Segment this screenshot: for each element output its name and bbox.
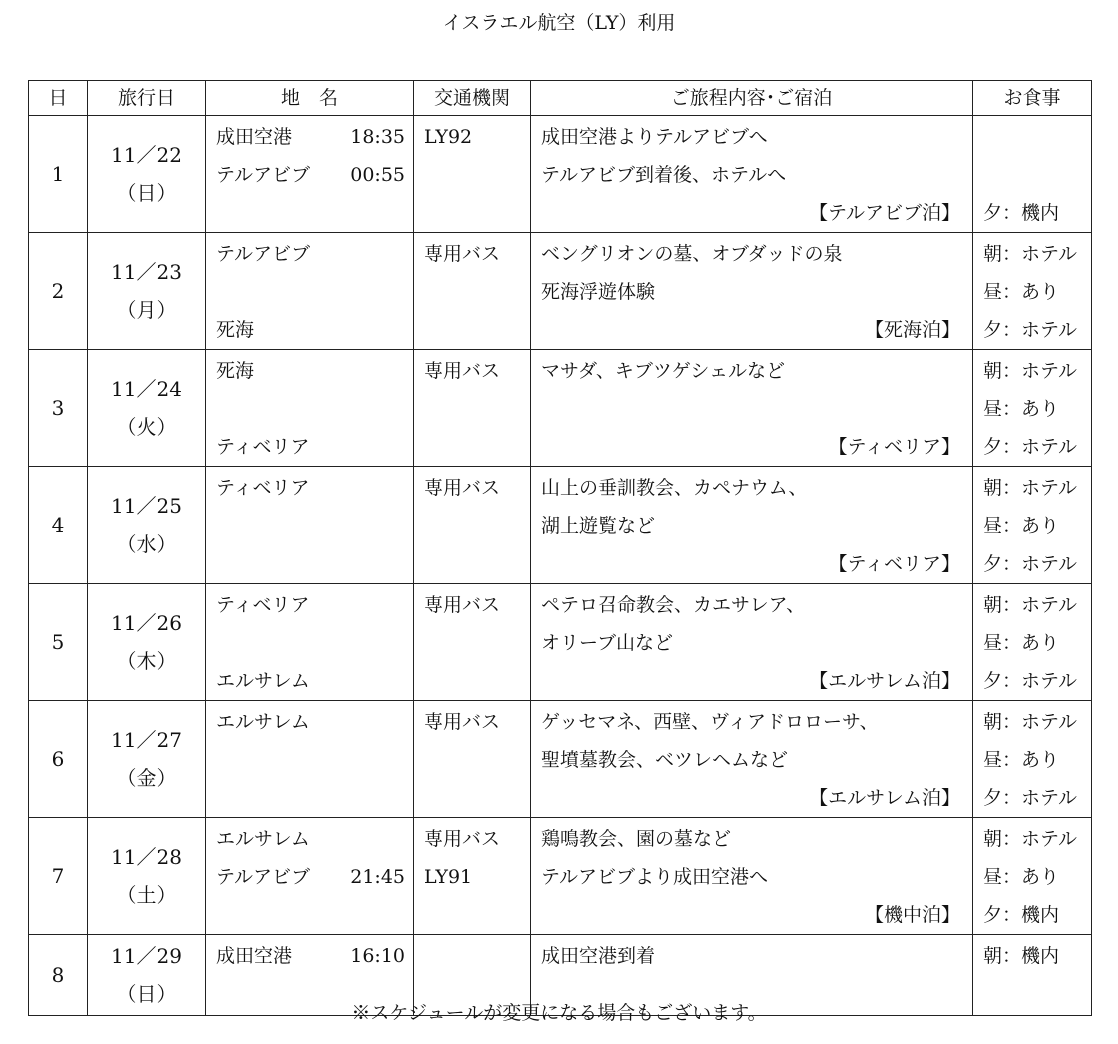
place-name: 死海 xyxy=(216,319,255,341)
travel-date-cell xyxy=(88,116,206,233)
itinerary-text: ベングリオンの墓、オブダッドの泉 xyxy=(541,243,843,265)
meal-entry: 昼：あり xyxy=(983,398,1060,420)
table-row xyxy=(29,584,1092,701)
travel-date-cell xyxy=(88,233,206,350)
place-name: ティベリア xyxy=(216,477,310,499)
place-name: エルサレム xyxy=(216,670,310,692)
transport-mode: 専用バス xyxy=(424,828,501,850)
table-row xyxy=(29,233,1092,350)
itinerary-text: ペテロ召命教会、カエサレア、 xyxy=(541,594,806,616)
place-time: 00:55 xyxy=(350,164,405,186)
itinerary-text: 成田空港よりテルアビブへ xyxy=(541,126,768,148)
itinerary-text: 聖墳墓教会、ベツレヘムなど xyxy=(541,749,789,771)
itinerary-cell xyxy=(531,584,973,701)
place-cell xyxy=(206,584,414,701)
meal-entry: 昼：あり xyxy=(983,866,1060,888)
table-row xyxy=(29,350,1092,467)
transport-cell xyxy=(414,584,531,701)
meals-cell xyxy=(973,350,1092,467)
weekday: （日） xyxy=(116,181,177,205)
meals-cell xyxy=(973,701,1092,818)
meal-entry: 昼：あり xyxy=(983,281,1060,303)
itinerary-cell xyxy=(531,701,973,818)
place-name: 成田空港 xyxy=(216,126,293,148)
itinerary-text: オリーブ山など xyxy=(541,632,674,654)
travel-date: 11／29 xyxy=(111,944,182,968)
travel-date-cell xyxy=(88,467,206,584)
travel-date-cell xyxy=(88,584,206,701)
transport-cell xyxy=(414,116,531,233)
place-name: 死海 xyxy=(216,360,255,382)
transport-cell xyxy=(414,701,531,818)
header-day: 日 xyxy=(29,81,88,116)
place-cell xyxy=(206,116,414,233)
meal-entry: 昼：あり xyxy=(983,749,1060,771)
header-meals: お食事 xyxy=(973,81,1092,116)
travel-date: 11／23 xyxy=(111,260,182,284)
meals-cell xyxy=(973,116,1092,233)
itinerary-text: テルアビブより成田空港へ xyxy=(541,866,769,888)
meal-entry: 夕：ホテル xyxy=(983,670,1078,692)
weekday: （水） xyxy=(116,532,177,556)
weekday: （金） xyxy=(116,766,177,790)
table-row xyxy=(29,116,1092,233)
meals-cell xyxy=(973,818,1092,935)
meal-entry: 朝：ホテル xyxy=(983,711,1078,733)
itinerary-text: 成田空港到着 xyxy=(541,945,656,967)
travel-date: 11／28 xyxy=(111,845,182,869)
footer-note: ※スケジュールが変更になる場合もございます。 xyxy=(351,1002,767,1024)
lodging-label: 【ティベリア】 xyxy=(828,553,960,575)
place-name: 成田空港 xyxy=(216,945,293,967)
lodging-label: 【エルサレム泊】 xyxy=(809,787,960,809)
place-time: 18:35 xyxy=(350,126,405,148)
transport-cell xyxy=(414,818,531,935)
place-name: テルアビブ xyxy=(216,243,311,265)
travel-date-cell xyxy=(88,350,206,467)
table-row xyxy=(29,467,1092,584)
meals-cell xyxy=(973,467,1092,584)
place-name: エルサレム xyxy=(216,828,310,850)
travel-date-cell xyxy=(88,701,206,818)
travel-date: 11／24 xyxy=(111,377,182,401)
weekday: （土） xyxy=(116,883,177,907)
lodging-label: 【テルアビブ泊】 xyxy=(808,202,960,224)
travel-date: 11／27 xyxy=(111,728,182,752)
meal-entry: 夕：ホテル xyxy=(983,436,1078,458)
header-itinerary: ご旅程内容･ご宿泊 xyxy=(531,81,973,116)
place-cell xyxy=(206,467,414,584)
itinerary-table xyxy=(28,80,1092,1016)
place-name: ティベリア xyxy=(216,594,310,616)
itinerary-text: 死海浮遊体験 xyxy=(541,281,656,303)
place-cell xyxy=(206,818,414,935)
itinerary-text: テルアビブ到着後、ホテルへ xyxy=(541,164,787,186)
lodging-label: 【エルサレム泊】 xyxy=(809,670,960,692)
weekday: （日） xyxy=(116,982,177,1006)
itinerary-cell xyxy=(531,233,973,350)
day-number: 6 xyxy=(29,701,88,818)
meal-entry: 夕：ホテル xyxy=(983,553,1078,575)
weekday: （月） xyxy=(116,298,177,322)
meal-entry: 昼：あり xyxy=(983,515,1060,537)
itinerary-cell xyxy=(531,467,973,584)
travel-date: 11／25 xyxy=(111,494,182,518)
day-number: 5 xyxy=(29,584,88,701)
place-time: 16:10 xyxy=(350,945,405,967)
day-number: 1 xyxy=(29,116,88,233)
transport-mode: 専用バス xyxy=(424,360,501,382)
lodging-label: 【ティベリア】 xyxy=(828,436,960,458)
travel-date-cell xyxy=(88,818,206,935)
itinerary-body xyxy=(29,116,1092,1016)
meal-entry: 朝：ホテル xyxy=(983,477,1078,499)
meal-entry: 夕：ホテル xyxy=(983,319,1078,341)
place-name: テルアビブ xyxy=(216,866,311,888)
itinerary-text: ゲッセマネ、西壁、ヴィアドロローサ、 xyxy=(541,711,879,733)
itinerary-text: マサダ、キブツゲシェルなど xyxy=(541,360,785,382)
meal-entry: 朝：ホテル xyxy=(983,594,1078,616)
header-place: 地 名 xyxy=(206,81,414,116)
itinerary-cell xyxy=(531,818,973,935)
travel-date: 11／26 xyxy=(111,611,182,635)
meal-entry: 朝：ホテル xyxy=(983,243,1078,265)
transport-mode: 専用バス xyxy=(424,711,501,733)
travel-date: 11／22 xyxy=(111,143,182,167)
header-transport: 交通機関 xyxy=(414,81,531,116)
place-cell xyxy=(206,233,414,350)
day-number: 7 xyxy=(29,818,88,935)
day-number: 8 xyxy=(29,935,88,1016)
page-title: イスラエル航空（LY）利用 xyxy=(442,12,676,34)
itinerary-text: 山上の垂訓教会、カペナウム、 xyxy=(541,477,808,499)
weekday: （木） xyxy=(116,649,177,673)
weekday: （火） xyxy=(116,415,177,439)
meal-entry: 昼：あり xyxy=(983,632,1060,654)
itinerary-cell xyxy=(531,350,973,467)
meal-entry: 朝：ホテル xyxy=(983,360,1078,382)
transport-mode: LY91 xyxy=(424,866,473,888)
meal-entry: 夕：機内 xyxy=(983,904,1060,926)
meals-cell xyxy=(973,233,1092,350)
transport-cell xyxy=(414,467,531,584)
lodging-label: 【死海泊】 xyxy=(864,319,960,341)
header-row xyxy=(29,81,1092,116)
place-time: 21:45 xyxy=(350,866,405,888)
transport-mode: 専用バス xyxy=(424,477,501,499)
transport-cell xyxy=(414,233,531,350)
transport-mode: 専用バス xyxy=(424,243,501,265)
day-number: 2 xyxy=(29,233,88,350)
transport-cell xyxy=(414,350,531,467)
transport-mode: LY92 xyxy=(424,126,473,148)
place-cell xyxy=(206,350,414,467)
place-cell xyxy=(206,701,414,818)
lodging-label: 【機中泊】 xyxy=(864,904,960,926)
meal-entry: 朝：機内 xyxy=(983,945,1060,967)
meal-entry: 朝：ホテル xyxy=(983,828,1078,850)
place-name: ティベリア xyxy=(216,436,310,458)
place-name: テルアビブ xyxy=(216,164,311,186)
meals-cell xyxy=(973,584,1092,701)
itinerary-cell xyxy=(531,116,973,233)
day-number: 4 xyxy=(29,467,88,584)
header-date: 旅行日 xyxy=(88,81,206,116)
itinerary-text: 湖上遊覧など xyxy=(541,515,656,537)
meal-entry: 夕：ホテル xyxy=(983,787,1078,809)
meal-entry: 夕：機内 xyxy=(983,202,1060,224)
place-name: エルサレム xyxy=(216,711,310,733)
transport-mode: 専用バス xyxy=(424,594,501,616)
itinerary-text: 鶏鳴教会、園の墓など xyxy=(541,828,732,850)
day-number: 3 xyxy=(29,350,88,467)
table-row xyxy=(29,701,1092,818)
table-row xyxy=(29,818,1092,935)
